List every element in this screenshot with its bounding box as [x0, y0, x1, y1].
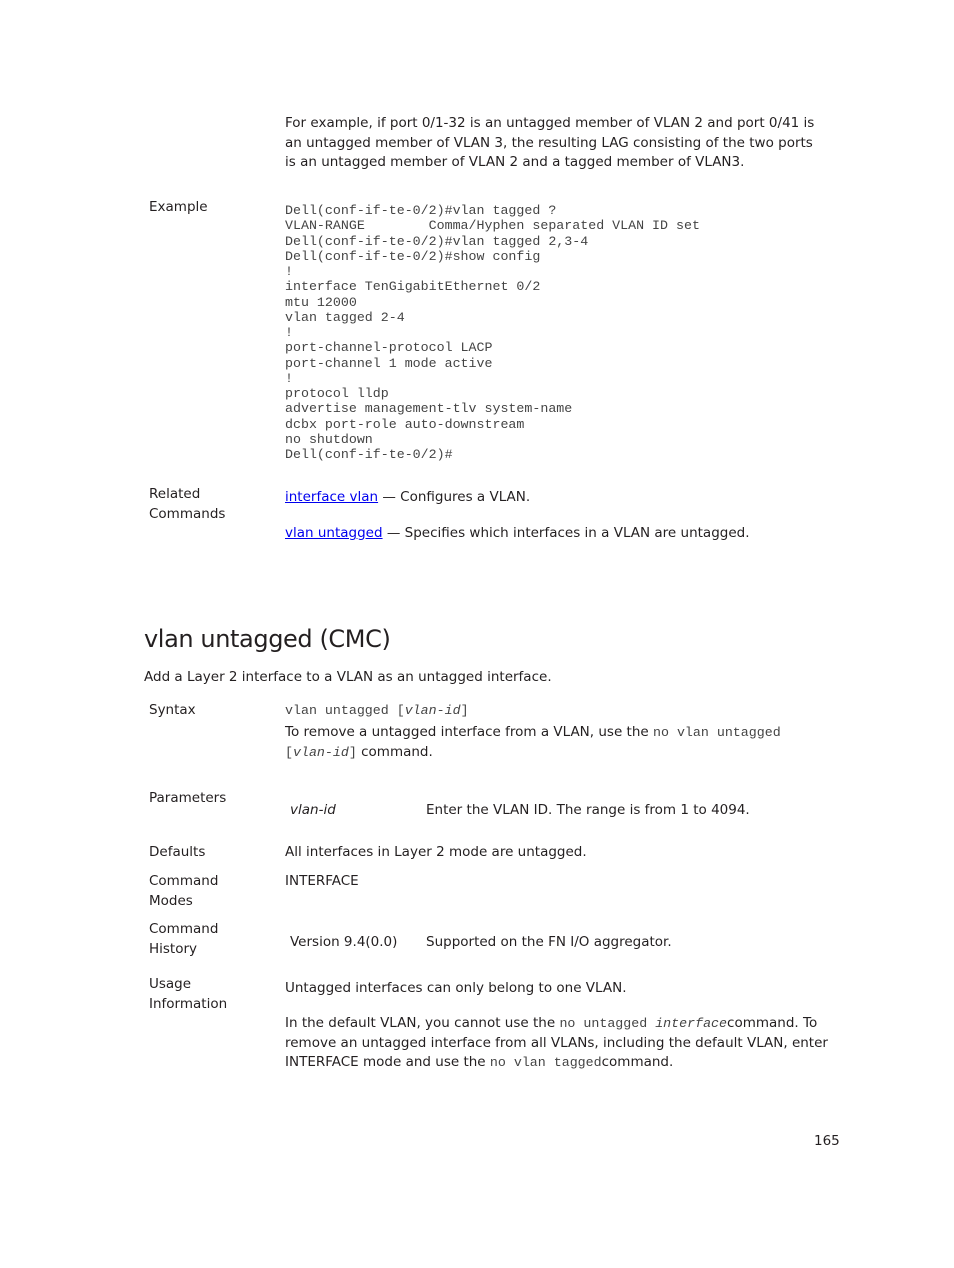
syntax-note-pre: To remove a untagged interface from a VLAN, use the: [285, 724, 653, 740]
code-line: VLAN-RANGE Comma/Hyphen separated VLAN ID set: [285, 218, 700, 234]
code-line: port-channel 1 mode active: [285, 355, 493, 371]
usage-p2-a: In the default VLAN, you cannot use the: [285, 1015, 560, 1031]
usage-label-line2: Information: [149, 995, 228, 1012]
history-label-line1: Command: [149, 921, 219, 937]
syntax-note-post: command.: [356, 743, 433, 760]
usage-paragraph-2: [285, 1014, 833, 1073]
related-item: [285, 488, 530, 508]
syntax-note-open: [: [285, 744, 293, 760]
related-item-desc: — Specifies which interfaces in a VLAN are untagged.: [382, 525, 750, 541]
related-label-line1: Related: [149, 486, 201, 502]
usage-p2-arg: interface: [655, 1016, 728, 1031]
usage-p2-cmd: no untagged: [559, 1016, 656, 1031]
code-line: mtu 12000: [285, 294, 357, 310]
syntax-arg: vlan-id: [404, 703, 461, 718]
code-line: Dell(conf-if-te-0/2)#: [285, 447, 453, 462]
parameter-desc: Enter the VLAN ID. The range is from 1 to 4094.: [426, 802, 750, 818]
parameter-name: vlan-id: [290, 802, 336, 818]
command-modes-label: [149, 872, 218, 911]
syntax-label: Syntax: [149, 702, 196, 718]
section-title: vlan untagged (CMC): [144, 625, 391, 653]
section-description: Add a Layer 2 interface to a VLAN as an untagged interface.: [144, 669, 552, 685]
related-item: [285, 524, 750, 544]
history-version: Version 9.4(0.0): [290, 934, 398, 950]
parameters-label: Parameters: [149, 790, 227, 806]
code-line: Dell(conf-if-te-0/2)#show config: [285, 248, 541, 264]
syntax-note-cmd: no vlan untagged: [653, 725, 781, 740]
usage-p2-c: command.: [601, 1054, 674, 1070]
code-line: vlan tagged 2-4: [285, 309, 405, 325]
syntax-close: ]: [460, 703, 469, 718]
example-label: Example: [149, 199, 208, 215]
command-history-label: [149, 920, 218, 959]
code-line: protocol lldp: [285, 386, 389, 401]
usage-information-label: [149, 975, 227, 1014]
code-line: !: [285, 264, 293, 279]
related-label-line2: Commands: [149, 505, 226, 522]
intro-paragraph: For example, if port 0/1-32 is an untagged member of VLAN 2 and port 0/41 is an untagged member of VLAN 3, the resulting LAG consisting of the two ports is an untagged member of VLAN 2 and a tagged member of VLAN3.: [285, 115, 815, 170]
code-line: advertise management-tlv system-name: [285, 401, 573, 417]
syntax-note-close: ]: [348, 744, 357, 760]
example-code-block: [285, 203, 700, 462]
usage-p2-cmd2: no vlan tagged: [489, 1055, 602, 1070]
code-line: port-channel-protocol LACP: [285, 340, 493, 356]
code-line: dcbx port-role auto-downstream: [285, 416, 525, 432]
code-line: no shutdown: [285, 431, 373, 447]
history-label-line2: History: [149, 940, 198, 957]
syntax-note: [285, 723, 815, 762]
syntax-command: [285, 701, 469, 721]
syntax-note-arg: vlan-id: [292, 744, 349, 760]
interface-vlan-link[interactable]: interface vlan: [285, 489, 379, 505]
modes-label-line1: Command: [149, 873, 219, 889]
code-line: Dell(conf-if-te-0/2)#vlan tagged ?: [285, 203, 557, 218]
related-commands-label: [149, 485, 225, 524]
command-modes-text: INTERFACE: [285, 873, 359, 889]
usage-paragraph-1: Untagged interfaces can only belong to one VLAN.: [285, 980, 627, 996]
defaults-label: Defaults: [149, 844, 206, 860]
page-number: 165: [814, 1133, 840, 1149]
modes-label-line2: Modes: [149, 892, 193, 909]
defaults-text: All interfaces in Layer 2 mode are untagged.: [285, 844, 587, 860]
vlan-untagged-link[interactable]: vlan untagged: [285, 525, 383, 541]
code-line: !: [285, 325, 293, 340]
related-item-desc: — Configures a VLAN.: [378, 489, 531, 505]
usage-p2-b: command. To remove an untagged interface from all VLANs, including the default VLAN, enter INTERFACE mode and use the: [285, 1015, 828, 1070]
code-line: interface TenGigabitEthernet 0/2: [285, 279, 541, 295]
code-line: !: [285, 370, 293, 386]
code-line: Dell(conf-if-te-0/2)#vlan tagged 2,3-4: [285, 233, 589, 249]
usage-label-line1: Usage: [149, 976, 192, 992]
syntax-cmd: vlan untagged [: [285, 703, 405, 718]
history-desc: Supported on the FN I/O aggregator.: [426, 934, 672, 950]
